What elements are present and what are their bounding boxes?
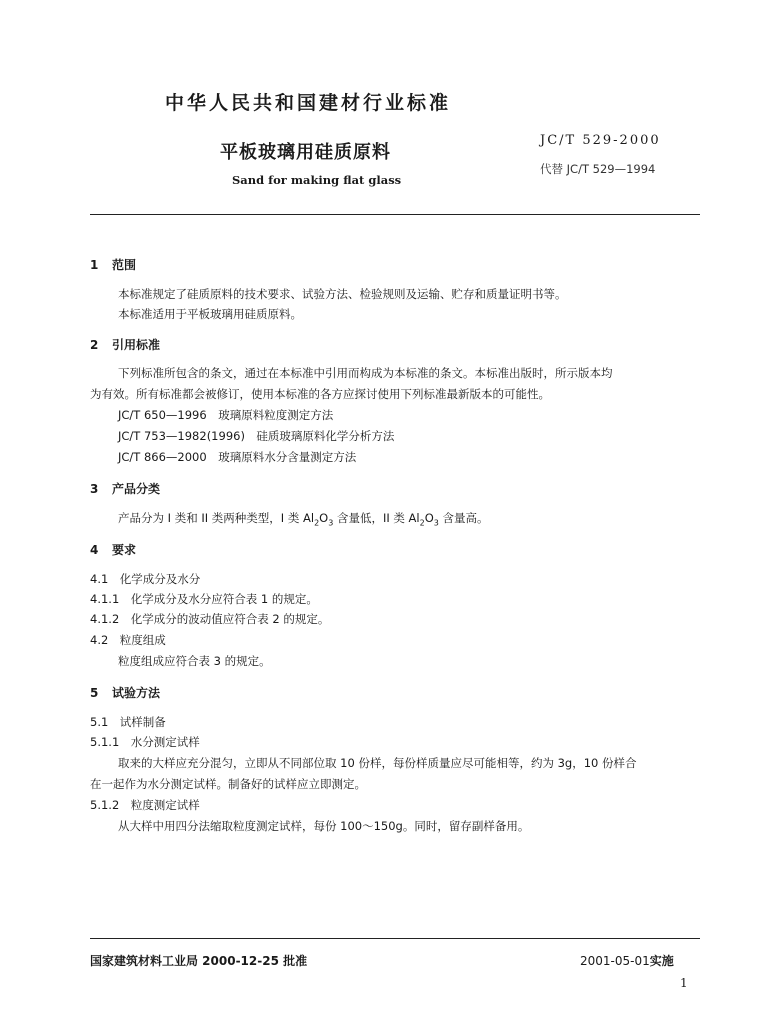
subsection-4-2: 4.2 粒度组成 (90, 633, 166, 647)
industry-standard-heading: 中华人民共和国建材行业标准 (165, 92, 452, 114)
section-2-paragraph-line-1: 下列标准所包含的条文，通过在本标准中引用而构成为本标准的条文。本标准出版时，所示版本均 (118, 366, 613, 380)
page-number: 1 (680, 976, 688, 990)
section-title: 试验方法 (112, 686, 161, 700)
document-title-en: Sand for making flat glass (232, 173, 402, 187)
reference-item: JC/T 650—1996 玻璃原料粒度测定方法 (118, 408, 334, 422)
section-3-paragraph: 产品分为 I 类和 II 类两种类型，I 类 $Al_2O_3$ 含量低，II 类 $Al_2O_3$ 含量高。 (118, 511, 489, 528)
section-title: 产品分类 (112, 482, 161, 496)
subsection-5-1-2-paragraph: 从大样中用四分法缩取粒度测定试样，每份 100～150g。同时，留存副样备用。 (118, 819, 530, 833)
section-4-heading (90, 541, 136, 558)
subsection-4-1: 4.1 化学成分及水分 (90, 572, 201, 586)
approval-line: 国家建筑材料工业局 2000-12-25 批准 (90, 954, 308, 968)
header-divider (90, 214, 700, 215)
section-1-paragraph-2: 本标准适用于平板玻璃用硅质原料。 (118, 307, 302, 321)
replaces-standard: 代替 JC/T 529—1994 (540, 162, 656, 176)
subsection-5-1-2: 5.1.2 粒度测定试样 (90, 798, 200, 812)
reference-item: JC/T 866—2000 玻璃原料水分含量测定方法 (118, 450, 357, 464)
subsection-4-1-2: 4.1.2 化学成分的波动值应符合表 2 的规定。 (90, 612, 330, 626)
document-title-cn: 平板玻璃用硅质原料 (220, 142, 391, 163)
section-number: 5 (90, 686, 99, 700)
section-3-heading (90, 480, 160, 497)
section-number: 2 (90, 338, 99, 352)
implementation-line: 2001-05-01实施 (580, 954, 674, 968)
subsection-5-1-1: 5.1.1 水分测定试样 (90, 735, 200, 749)
standard-code: JC/T 529-2000 (540, 133, 661, 148)
section-2-heading (90, 336, 160, 353)
footer-divider (90, 938, 700, 939)
subsection-5-1-1-paragraph-line-1: 取来的大样应充分混匀，立即从不同部位取 10 份样，每份样质量应尽可能相等，约为 3g，10 份样合 (118, 756, 637, 770)
section-2-paragraph-line-2: 为有效。所有标准都会被修订，使用本标准的各方应探讨使用下列标准最新版本的可能性。 (90, 387, 550, 401)
subsection-5-1-1-paragraph-line-2: 在一起作为水分测定试样。制备好的试样应立即测定。 (90, 777, 366, 791)
section-1-paragraph-1: 本标准规定了硅质原料的技术要求、试验方法、检验规则及运输、贮存和质量证明书等。 (118, 287, 567, 301)
section-title: 范围 (112, 258, 137, 272)
subsection-4-1-1: 4.1.1 化学成分及水分应符合表 1 的规定。 (90, 592, 318, 606)
section-title: 引用标准 (112, 338, 161, 352)
section-number: 4 (90, 543, 99, 557)
section-5-heading (90, 684, 160, 701)
subsection-5-1: 5.1 试样制备 (90, 715, 166, 729)
reference-item: JC/T 753—1982(1996) 硅质玻璃原料化学分析方法 (118, 429, 395, 443)
section-title: 要求 (112, 543, 137, 557)
subsection-4-2-paragraph: 粒度组成应符合表 3 的规定。 (118, 654, 271, 668)
section-1-heading (90, 256, 136, 273)
section-number: 3 (90, 482, 99, 496)
section-number: 1 (90, 258, 99, 272)
